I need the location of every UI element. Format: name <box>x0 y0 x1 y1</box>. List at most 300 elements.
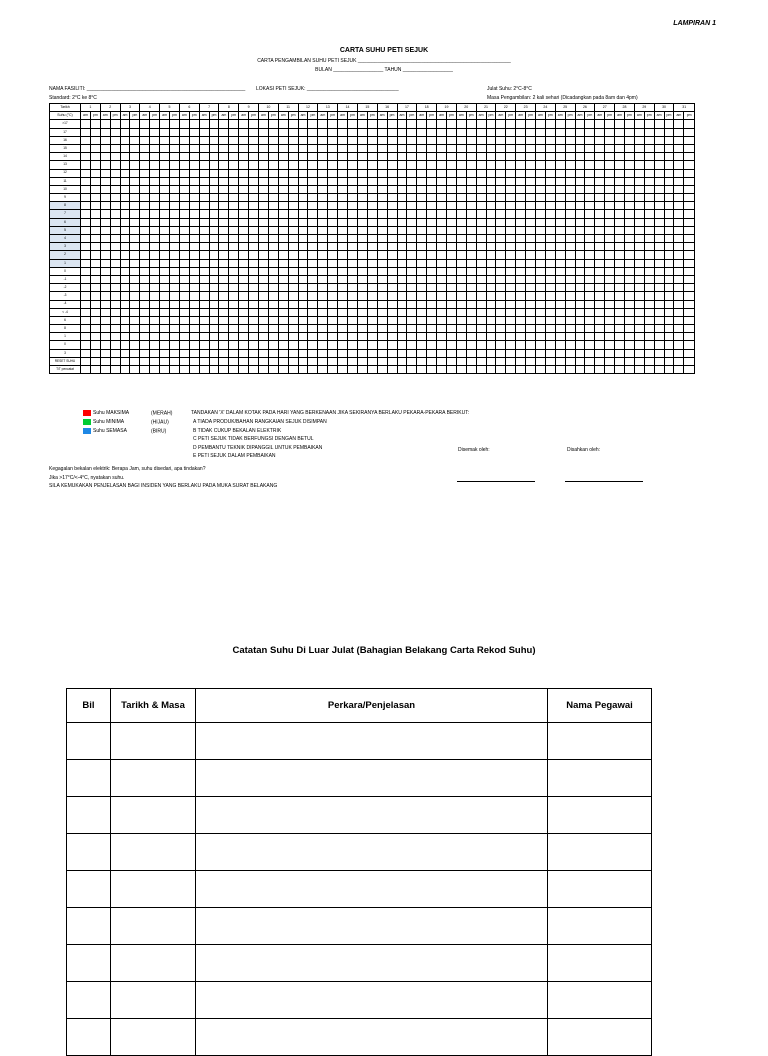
grid-cell[interactable] <box>407 357 417 365</box>
grid-cell[interactable] <box>288 316 298 324</box>
grid-cell[interactable] <box>437 308 447 316</box>
grid-cell[interactable] <box>456 194 466 202</box>
grid-cell[interactable] <box>150 218 160 226</box>
grid-cell[interactable] <box>634 128 644 136</box>
grid-cell[interactable] <box>417 357 427 365</box>
grid-cell[interactable] <box>466 128 476 136</box>
grid-cell[interactable] <box>595 333 605 341</box>
grid-cell[interactable] <box>634 194 644 202</box>
grid-cell[interactable] <box>684 226 695 234</box>
grid-cell[interactable] <box>357 235 367 243</box>
grid-cell[interactable] <box>318 218 328 226</box>
grid-cell[interactable] <box>298 226 308 234</box>
grid-cell[interactable] <box>585 251 595 259</box>
grid-cell[interactable] <box>664 341 674 349</box>
grid-cell[interactable] <box>674 357 684 365</box>
grid-cell[interactable] <box>239 341 249 349</box>
grid-cell[interactable] <box>120 218 130 226</box>
grid-cell[interactable] <box>446 341 456 349</box>
grid-cell[interactable] <box>417 325 427 333</box>
grid-cell[interactable] <box>81 185 91 193</box>
grid-cell[interactable] <box>338 366 348 374</box>
grid-cell[interactable] <box>348 349 358 357</box>
grid-cell[interactable] <box>249 275 259 283</box>
grid-cell[interactable] <box>377 300 387 308</box>
grid-cell[interactable] <box>555 333 565 341</box>
grid-cell[interactable] <box>417 202 427 210</box>
grid-cell[interactable] <box>427 169 437 177</box>
grid-cell[interactable] <box>605 161 615 169</box>
grid-cell[interactable] <box>526 218 536 226</box>
grid-cell[interactable] <box>555 325 565 333</box>
grid-cell[interactable] <box>140 251 150 259</box>
grid-cell[interactable] <box>615 243 625 251</box>
grid-cell[interactable] <box>249 267 259 275</box>
grid-cell[interactable] <box>466 185 476 193</box>
grid-cell[interactable] <box>516 292 526 300</box>
grid-cell[interactable] <box>466 226 476 234</box>
grid-cell[interactable] <box>437 300 447 308</box>
grid-cell[interactable] <box>535 226 545 234</box>
grid-cell[interactable] <box>615 128 625 136</box>
grid-cell[interactable] <box>674 308 684 316</box>
grid-cell[interactable] <box>615 120 625 128</box>
grid-cell[interactable] <box>585 194 595 202</box>
grid-cell[interactable] <box>605 243 615 251</box>
grid-cell[interactable] <box>338 128 348 136</box>
grid-cell[interactable] <box>308 235 318 243</box>
grid-cell[interactable] <box>130 316 140 324</box>
grid-cell[interactable] <box>179 226 189 234</box>
grid-cell[interactable] <box>427 128 437 136</box>
grid-cell[interactable] <box>179 161 189 169</box>
grid-cell[interactable] <box>664 144 674 152</box>
grid-cell[interactable] <box>189 144 199 152</box>
grid-cell[interactable] <box>348 235 358 243</box>
grid-cell[interactable] <box>456 349 466 357</box>
grid-cell[interactable] <box>664 251 674 259</box>
grid-cell[interactable] <box>565 243 575 251</box>
grid-cell[interactable] <box>387 325 397 333</box>
grid-cell[interactable] <box>278 316 288 324</box>
grid-cell[interactable] <box>377 243 387 251</box>
grid-cell[interactable] <box>644 292 654 300</box>
grid-cell[interactable] <box>239 202 249 210</box>
grid-cell[interactable] <box>545 218 555 226</box>
grid-cell[interactable] <box>595 267 605 275</box>
grid-cell[interactable] <box>249 169 259 177</box>
grid-cell[interactable] <box>160 194 170 202</box>
grid-cell[interactable] <box>545 275 555 283</box>
grid-cell[interactable] <box>545 308 555 316</box>
grid-cell[interactable] <box>684 316 695 324</box>
grid-cell[interactable] <box>328 259 338 267</box>
grid-cell[interactable] <box>427 226 437 234</box>
grid-cell[interactable] <box>209 177 219 185</box>
grid-cell[interactable] <box>446 218 456 226</box>
grid-cell[interactable] <box>110 218 120 226</box>
grid-cell[interactable] <box>338 292 348 300</box>
grid-cell[interactable] <box>397 366 407 374</box>
grid-cell[interactable] <box>605 194 615 202</box>
grid-cell[interactable] <box>615 194 625 202</box>
grid-cell[interactable] <box>575 275 585 283</box>
grid-cell[interactable] <box>506 316 516 324</box>
grid-cell[interactable] <box>81 235 91 243</box>
grid-cell[interactable] <box>585 235 595 243</box>
grid-cell[interactable] <box>249 128 259 136</box>
grid-cell[interactable] <box>318 292 328 300</box>
grid-cell[interactable] <box>555 210 565 218</box>
grid-cell[interactable] <box>654 308 664 316</box>
grid-cell[interactable] <box>407 177 417 185</box>
grid-cell[interactable] <box>496 169 506 177</box>
grid-cell[interactable] <box>555 366 565 374</box>
grid-cell[interactable] <box>506 128 516 136</box>
grid-cell[interactable] <box>189 357 199 365</box>
grid-cell[interactable] <box>585 161 595 169</box>
grid-cell[interactable] <box>278 161 288 169</box>
grid-cell[interactable] <box>150 349 160 357</box>
grid-cell[interactable] <box>476 226 486 234</box>
grid-cell[interactable] <box>624 136 634 144</box>
grid-cell[interactable] <box>308 210 318 218</box>
grid-cell[interactable] <box>446 259 456 267</box>
grid-cell[interactable] <box>437 185 447 193</box>
grid-cell[interactable] <box>150 251 160 259</box>
grid-cell[interactable] <box>150 128 160 136</box>
grid-cell[interactable] <box>496 136 506 144</box>
grid-cell[interactable] <box>90 153 100 161</box>
grid-cell[interactable] <box>348 169 358 177</box>
grid-cell[interactable] <box>249 185 259 193</box>
grid-cell[interactable] <box>259 275 269 283</box>
grid-cell[interactable] <box>130 275 140 283</box>
grid-cell[interactable] <box>160 202 170 210</box>
grid-cell[interactable] <box>496 308 506 316</box>
grid-cell[interactable] <box>110 161 120 169</box>
grid-cell[interactable] <box>516 243 526 251</box>
grid-cell[interactable] <box>90 243 100 251</box>
grid-cell[interactable] <box>179 251 189 259</box>
grid-cell[interactable] <box>624 275 634 283</box>
grid-cell[interactable] <box>268 308 278 316</box>
grid-cell[interactable] <box>110 120 120 128</box>
grid-cell[interactable] <box>100 136 110 144</box>
grid-cell[interactable] <box>249 292 259 300</box>
grid-cell[interactable] <box>298 177 308 185</box>
grid-cell[interactable] <box>526 144 536 152</box>
grid-cell[interactable] <box>209 316 219 324</box>
grid-cell[interactable] <box>150 333 160 341</box>
grid-cell[interactable] <box>456 333 466 341</box>
grid-cell[interactable] <box>318 316 328 324</box>
grid-cell[interactable] <box>674 235 684 243</box>
grid-cell[interactable] <box>427 243 437 251</box>
grid-cell[interactable] <box>278 357 288 365</box>
grid-cell[interactable] <box>377 316 387 324</box>
grid-cell[interactable] <box>209 243 219 251</box>
grid-cell[interactable] <box>674 210 684 218</box>
grid-cell[interactable] <box>634 357 644 365</box>
grid-cell[interactable] <box>308 341 318 349</box>
grid-cell[interactable] <box>446 120 456 128</box>
grid-cell[interactable] <box>555 308 565 316</box>
grid-cell[interactable] <box>239 316 249 324</box>
grid-cell[interactable] <box>189 325 199 333</box>
grid-cell[interactable] <box>199 144 209 152</box>
grid-cell[interactable] <box>466 136 476 144</box>
grid-cell[interactable] <box>189 210 199 218</box>
grid-cell[interactable] <box>130 153 140 161</box>
grid-cell[interactable] <box>615 177 625 185</box>
grid-cell[interactable] <box>654 226 664 234</box>
grid-cell[interactable] <box>268 366 278 374</box>
grid-cell[interactable] <box>338 144 348 152</box>
grid-cell[interactable] <box>110 284 120 292</box>
grid-cell[interactable] <box>427 210 437 218</box>
grid-cell[interactable] <box>259 169 269 177</box>
grid-cell[interactable] <box>357 210 367 218</box>
grid-cell[interactable] <box>664 243 674 251</box>
grid-cell[interactable] <box>308 185 318 193</box>
grid-cell[interactable] <box>259 226 269 234</box>
grid-cell[interactable] <box>357 325 367 333</box>
grid-cell[interactable] <box>367 194 377 202</box>
grid-cell[interactable] <box>140 325 150 333</box>
grid-cell[interactable] <box>110 292 120 300</box>
grid-cell[interactable] <box>417 169 427 177</box>
grid-cell[interactable] <box>120 177 130 185</box>
grid-cell[interactable] <box>318 202 328 210</box>
grid-cell[interactable] <box>348 194 358 202</box>
grid-cell[interactable] <box>496 316 506 324</box>
grid-cell[interactable] <box>249 161 259 169</box>
grid-cell[interactable] <box>466 202 476 210</box>
grid-cell[interactable] <box>387 333 397 341</box>
grid-cell[interactable] <box>100 357 110 365</box>
grid-cell[interactable] <box>674 349 684 357</box>
grid-cell[interactable] <box>476 341 486 349</box>
grid-cell[interactable] <box>328 316 338 324</box>
grid-cell[interactable] <box>170 210 180 218</box>
grid-cell[interactable] <box>367 136 377 144</box>
grid-cell[interactable] <box>338 235 348 243</box>
grid-cell[interactable] <box>328 308 338 316</box>
grid-cell[interactable] <box>644 275 654 283</box>
grid-cell[interactable] <box>516 349 526 357</box>
grid-cell[interactable] <box>397 169 407 177</box>
grid-cell[interactable] <box>516 259 526 267</box>
grid-cell[interactable] <box>298 300 308 308</box>
grid-cell[interactable] <box>209 161 219 169</box>
grid-cell[interactable] <box>130 325 140 333</box>
grid-cell[interactable] <box>298 325 308 333</box>
grid-cell[interactable] <box>338 243 348 251</box>
grid-cell[interactable] <box>209 226 219 234</box>
grid-cell[interactable] <box>288 218 298 226</box>
grid-cell[interactable] <box>437 144 447 152</box>
grid-cell[interactable] <box>526 325 536 333</box>
grid-cell[interactable] <box>575 325 585 333</box>
grid-cell[interactable] <box>387 341 397 349</box>
grid-cell[interactable] <box>150 194 160 202</box>
grid-cell[interactable] <box>268 128 278 136</box>
grid-cell[interactable] <box>110 177 120 185</box>
grid-cell[interactable] <box>466 357 476 365</box>
grid-cell[interactable] <box>367 366 377 374</box>
grid-cell[interactable] <box>575 341 585 349</box>
grid-cell[interactable] <box>278 120 288 128</box>
grid-cell[interactable] <box>585 292 595 300</box>
grid-cell[interactable] <box>535 235 545 243</box>
grid-cell[interactable] <box>634 366 644 374</box>
grid-cell[interactable] <box>664 325 674 333</box>
grid-cell[interactable] <box>298 284 308 292</box>
grid-cell[interactable] <box>140 284 150 292</box>
grid-cell[interactable] <box>605 333 615 341</box>
grid-cell[interactable] <box>338 202 348 210</box>
grid-cell[interactable] <box>555 259 565 267</box>
grid-cell[interactable] <box>160 325 170 333</box>
grid-cell[interactable] <box>615 259 625 267</box>
grid-cell[interactable] <box>170 194 180 202</box>
grid-cell[interactable] <box>535 357 545 365</box>
grid-cell[interactable] <box>140 349 150 357</box>
grid-cell[interactable] <box>506 120 516 128</box>
grid-cell[interactable] <box>328 136 338 144</box>
grid-cell[interactable] <box>496 210 506 218</box>
grid-cell[interactable] <box>377 325 387 333</box>
grid-cell[interactable] <box>338 333 348 341</box>
grid-cell[interactable] <box>367 267 377 275</box>
grid-cell[interactable] <box>338 120 348 128</box>
grid-cell[interactable] <box>110 275 120 283</box>
grid-cell[interactable] <box>496 161 506 169</box>
grid-cell[interactable] <box>634 161 644 169</box>
grid-cell[interactable] <box>81 194 91 202</box>
grid-cell[interactable] <box>377 177 387 185</box>
grid-cell[interactable] <box>259 144 269 152</box>
grid-cell[interactable] <box>446 177 456 185</box>
grid-cell[interactable] <box>318 267 328 275</box>
grid-cell[interactable] <box>81 341 91 349</box>
grid-cell[interactable] <box>328 341 338 349</box>
grid-cell[interactable] <box>308 161 318 169</box>
grid-cell[interactable] <box>367 333 377 341</box>
grid-cell[interactable] <box>179 169 189 177</box>
grid-cell[interactable] <box>446 185 456 193</box>
grid-cell[interactable] <box>219 226 229 234</box>
grid-cell[interactable] <box>229 292 239 300</box>
grid-cell[interactable] <box>545 243 555 251</box>
grid-cell[interactable] <box>259 202 269 210</box>
grid-cell[interactable] <box>506 218 516 226</box>
grid-cell[interactable] <box>565 300 575 308</box>
grid-cell[interactable] <box>328 202 338 210</box>
grid-cell[interactable] <box>615 226 625 234</box>
grid-cell[interactable] <box>110 144 120 152</box>
grid-cell[interactable] <box>367 275 377 283</box>
grid-cell[interactable] <box>506 366 516 374</box>
grid-cell[interactable] <box>249 235 259 243</box>
grid-cell[interactable] <box>595 349 605 357</box>
grid-cell[interactable] <box>456 316 466 324</box>
log-cell[interactable] <box>548 982 652 1019</box>
grid-cell[interactable] <box>308 177 318 185</box>
grid-cell[interactable] <box>268 292 278 300</box>
grid-cell[interactable] <box>496 128 506 136</box>
grid-cell[interactable] <box>338 259 348 267</box>
grid-cell[interactable] <box>605 349 615 357</box>
grid-cell[interactable] <box>120 341 130 349</box>
grid-cell[interactable] <box>308 308 318 316</box>
grid-cell[interactable] <box>120 128 130 136</box>
grid-cell[interactable] <box>486 325 496 333</box>
grid-cell[interactable] <box>357 194 367 202</box>
grid-cell[interactable] <box>367 218 377 226</box>
grid-cell[interactable] <box>170 169 180 177</box>
grid-cell[interactable] <box>209 292 219 300</box>
grid-cell[interactable] <box>585 169 595 177</box>
grid-cell[interactable] <box>199 243 209 251</box>
grid-cell[interactable] <box>634 349 644 357</box>
grid-cell[interactable] <box>160 333 170 341</box>
grid-cell[interactable] <box>565 366 575 374</box>
grid-cell[interactable] <box>318 275 328 283</box>
grid-cell[interactable] <box>81 226 91 234</box>
grid-cell[interactable] <box>526 202 536 210</box>
grid-cell[interactable] <box>516 161 526 169</box>
grid-cell[interactable] <box>239 226 249 234</box>
grid-cell[interactable] <box>456 153 466 161</box>
grid-cell[interactable] <box>397 177 407 185</box>
grid-cell[interactable] <box>348 366 358 374</box>
grid-cell[interactable] <box>684 128 695 136</box>
grid-cell[interactable] <box>110 251 120 259</box>
grid-cell[interactable] <box>268 194 278 202</box>
grid-cell[interactable] <box>644 316 654 324</box>
grid-cell[interactable] <box>674 251 684 259</box>
grid-cell[interactable] <box>100 169 110 177</box>
grid-cell[interactable] <box>466 194 476 202</box>
grid-cell[interactable] <box>377 226 387 234</box>
grid-cell[interactable] <box>229 259 239 267</box>
grid-cell[interactable] <box>377 349 387 357</box>
grid-cell[interactable] <box>565 169 575 177</box>
grid-cell[interactable] <box>555 284 565 292</box>
grid-cell[interactable] <box>160 349 170 357</box>
grid-cell[interactable] <box>496 120 506 128</box>
grid-cell[interactable] <box>318 325 328 333</box>
grid-cell[interactable] <box>585 316 595 324</box>
grid-cell[interactable] <box>575 243 585 251</box>
grid-cell[interactable] <box>268 341 278 349</box>
grid-cell[interactable] <box>357 144 367 152</box>
grid-cell[interactable] <box>367 153 377 161</box>
grid-cell[interactable] <box>535 267 545 275</box>
grid-cell[interactable] <box>239 275 249 283</box>
grid-cell[interactable] <box>446 357 456 365</box>
grid-cell[interactable] <box>456 251 466 259</box>
grid-cell[interactable] <box>318 226 328 234</box>
grid-cell[interactable] <box>189 259 199 267</box>
grid-cell[interactable] <box>615 366 625 374</box>
grid-cell[interactable] <box>615 202 625 210</box>
grid-cell[interactable] <box>140 128 150 136</box>
log-cell[interactable] <box>67 908 111 945</box>
grid-cell[interactable] <box>209 325 219 333</box>
